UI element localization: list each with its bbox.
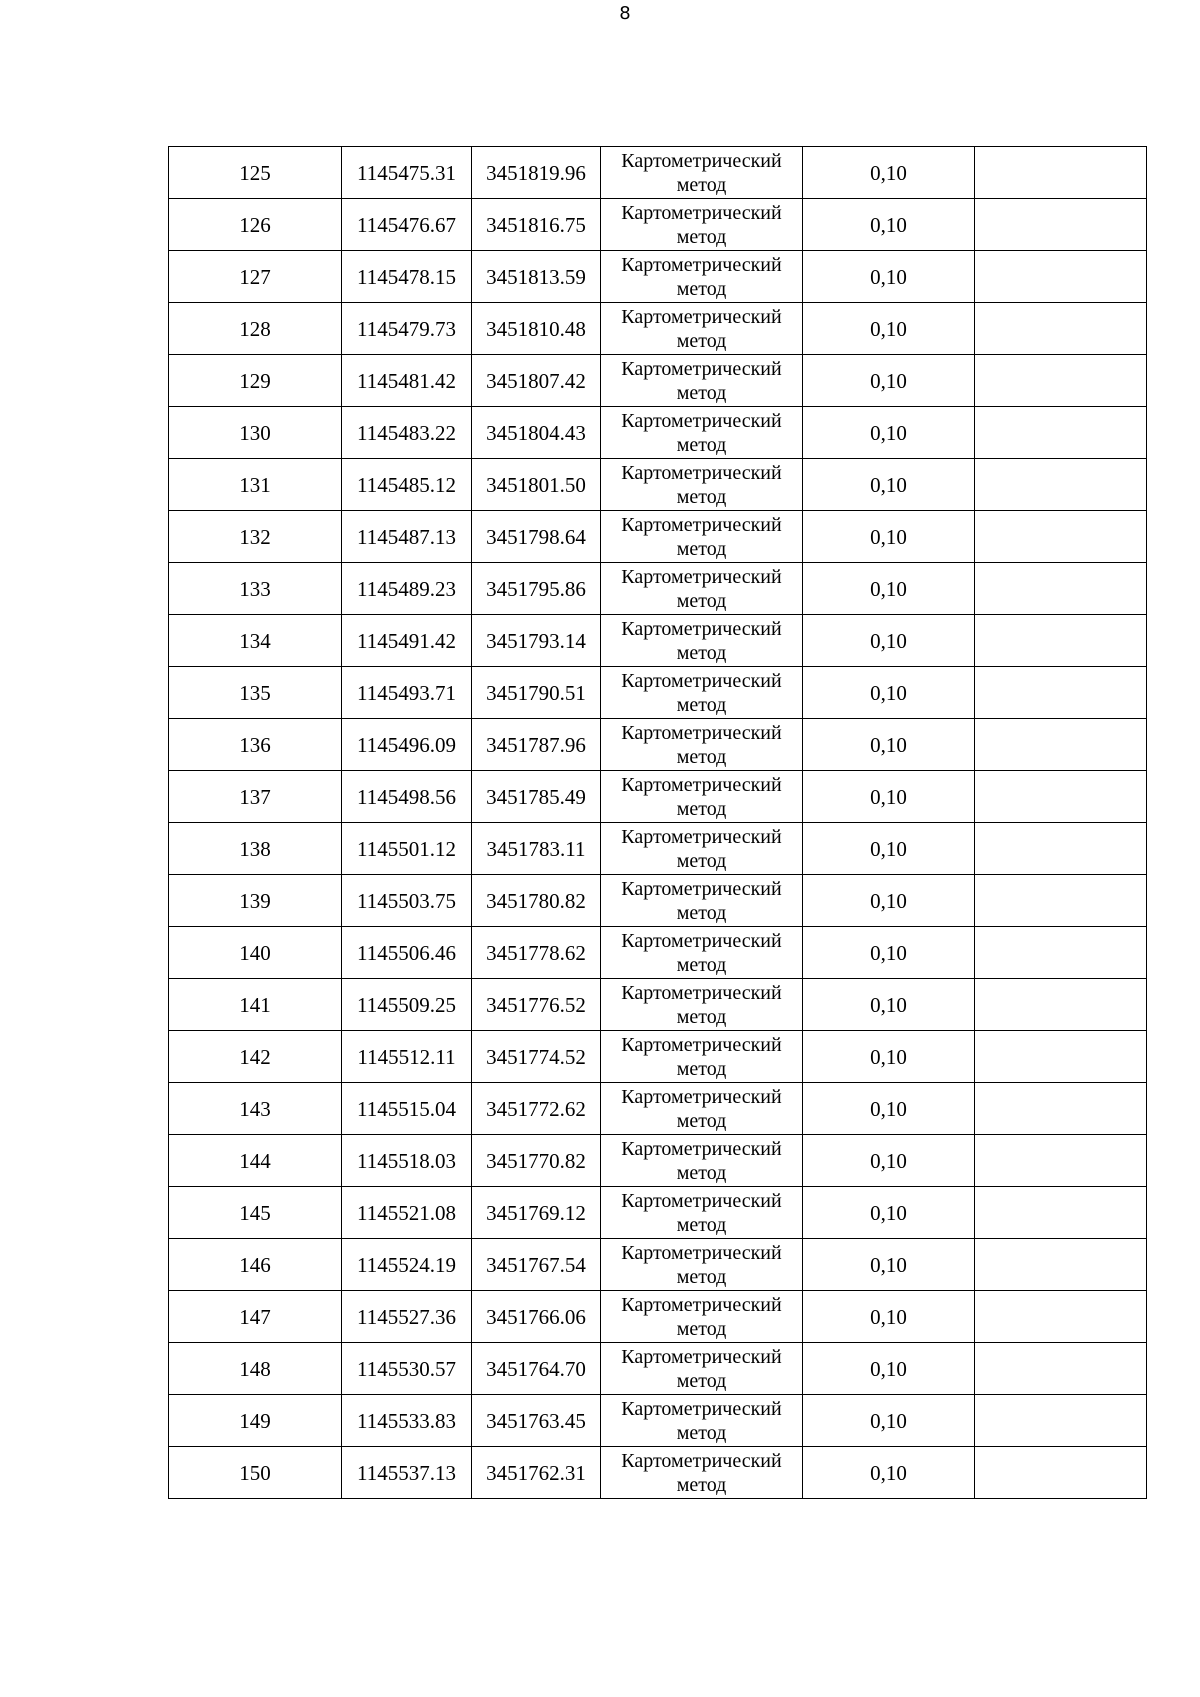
y-coordinate-cell: 3451819.96 (472, 147, 601, 199)
y-coordinate-cell: 3451810.48 (472, 303, 601, 355)
method-text-line1: Картометрический (621, 1137, 782, 1160)
point-number-cell: 125 (169, 147, 342, 199)
table-row (169, 1447, 1147, 1499)
method-text-line2: метод (676, 1473, 727, 1496)
x-coordinate-cell: 1145498.56 (342, 771, 472, 823)
point-number-cell: 138 (169, 823, 342, 875)
point-number-cell: 130 (169, 407, 342, 459)
table-row (169, 979, 1147, 1031)
method-text-line2: метод (676, 173, 727, 196)
x-coordinate-cell: 1145533.83 (342, 1395, 472, 1447)
note-cell (975, 1083, 1147, 1135)
y-coordinate-cell: 3451769.12 (472, 1187, 601, 1239)
method-text-line2: метод (676, 1161, 727, 1184)
accuracy-cell: 0,10 (803, 1447, 975, 1499)
x-coordinate-cell: 1145515.04 (342, 1083, 472, 1135)
accuracy-cell: 0,10 (803, 251, 975, 303)
method-cell (601, 1395, 803, 1447)
method-cell (601, 511, 803, 563)
point-number-cell: 127 (169, 251, 342, 303)
note-cell (975, 1239, 1147, 1291)
table-row (169, 147, 1147, 199)
accuracy-cell: 0,10 (803, 407, 975, 459)
note-cell (975, 979, 1147, 1031)
point-number-cell: 143 (169, 1083, 342, 1135)
table-row (169, 199, 1147, 251)
x-coordinate-cell: 1145489.23 (342, 563, 472, 615)
accuracy-cell: 0,10 (803, 771, 975, 823)
accuracy-cell: 0,10 (803, 511, 975, 563)
method-text-line1: Картометрический (621, 1085, 782, 1108)
method-cell (601, 147, 803, 199)
point-number-cell: 140 (169, 927, 342, 979)
point-number-cell: 150 (169, 1447, 342, 1499)
note-cell (975, 563, 1147, 615)
method-text-line1: Картометрический (621, 201, 782, 224)
y-coordinate-cell: 3451762.31 (472, 1447, 601, 1499)
method-text-line2: метод (676, 641, 727, 664)
note-cell (975, 771, 1147, 823)
note-cell (975, 1447, 1147, 1499)
method-text-line2: метод (676, 849, 727, 872)
point-number-cell: 145 (169, 1187, 342, 1239)
table-row (169, 1187, 1147, 1239)
method-text-line1: Картометрический (621, 513, 782, 536)
method-cell (601, 1343, 803, 1395)
y-coordinate-cell: 3451804.43 (472, 407, 601, 459)
note-cell (975, 303, 1147, 355)
x-coordinate-cell: 1145524.19 (342, 1239, 472, 1291)
note-cell (975, 147, 1147, 199)
note-cell (975, 1395, 1147, 1447)
accuracy-cell: 0,10 (803, 1239, 975, 1291)
table-row (169, 1291, 1147, 1343)
method-text-line2: метод (676, 797, 727, 820)
table-row (169, 875, 1147, 927)
accuracy-cell: 0,10 (803, 927, 975, 979)
note-cell (975, 251, 1147, 303)
y-coordinate-cell: 3451790.51 (472, 667, 601, 719)
method-text-line2: метод (676, 433, 727, 456)
accuracy-cell: 0,10 (803, 355, 975, 407)
y-coordinate-cell: 3451795.86 (472, 563, 601, 615)
method-text-line1: Картометрический (621, 1189, 782, 1212)
method-text-line1: Картометрический (621, 773, 782, 796)
point-number-cell: 144 (169, 1135, 342, 1187)
table-row (169, 459, 1147, 511)
method-cell (601, 719, 803, 771)
table-row (169, 1343, 1147, 1395)
x-coordinate-cell: 1145537.13 (342, 1447, 472, 1499)
method-text-line2: метод (676, 1057, 727, 1080)
method-text-line2: метод (676, 1369, 727, 1392)
note-cell (975, 1135, 1147, 1187)
table-row (169, 563, 1147, 615)
point-number-cell: 129 (169, 355, 342, 407)
note-cell (975, 823, 1147, 875)
method-text-line2: метод (676, 953, 727, 976)
method-text-line2: метод (676, 1421, 727, 1444)
x-coordinate-cell: 1145496.09 (342, 719, 472, 771)
table-row (169, 511, 1147, 563)
method-cell (601, 1083, 803, 1135)
table-row (169, 1031, 1147, 1083)
y-coordinate-cell: 3451780.82 (472, 875, 601, 927)
method-text-line1: Картометрический (621, 669, 782, 692)
x-coordinate-cell: 1145475.31 (342, 147, 472, 199)
table-row (169, 927, 1147, 979)
method-text-line1: Картометрический (621, 1241, 782, 1264)
accuracy-cell: 0,10 (803, 1187, 975, 1239)
y-coordinate-cell: 3451798.64 (472, 511, 601, 563)
note-cell (975, 459, 1147, 511)
point-number-cell: 132 (169, 511, 342, 563)
method-cell (601, 563, 803, 615)
table-row (169, 1135, 1147, 1187)
method-text-line2: метод (676, 1317, 727, 1340)
method-text-line1: Картометрический (621, 409, 782, 432)
accuracy-cell: 0,10 (803, 1291, 975, 1343)
table-row (169, 1395, 1147, 1447)
accuracy-cell: 0,10 (803, 1395, 975, 1447)
table-row (169, 823, 1147, 875)
x-coordinate-cell: 1145518.03 (342, 1135, 472, 1187)
method-text-line2: метод (676, 485, 727, 508)
method-text-line1: Картометрический (621, 617, 782, 640)
x-coordinate-cell: 1145530.57 (342, 1343, 472, 1395)
y-coordinate-cell: 3451807.42 (472, 355, 601, 407)
method-cell (601, 771, 803, 823)
x-coordinate-cell: 1145483.22 (342, 407, 472, 459)
method-text-line1: Картометрический (621, 149, 782, 172)
point-number-cell: 133 (169, 563, 342, 615)
note-cell (975, 1031, 1147, 1083)
method-cell (601, 459, 803, 511)
y-coordinate-cell: 3451785.49 (472, 771, 601, 823)
point-number-cell: 137 (169, 771, 342, 823)
method-cell (601, 1135, 803, 1187)
table-row (169, 771, 1147, 823)
point-number-cell: 126 (169, 199, 342, 251)
method-cell (601, 875, 803, 927)
note-cell (975, 199, 1147, 251)
method-text-line1: Картометрический (621, 253, 782, 276)
x-coordinate-cell: 1145476.67 (342, 199, 472, 251)
method-text-line1: Картометрический (621, 929, 782, 952)
x-coordinate-cell: 1145481.42 (342, 355, 472, 407)
method-text-line1: Картометрический (621, 1449, 782, 1472)
point-number-cell: 149 (169, 1395, 342, 1447)
accuracy-cell: 0,10 (803, 979, 975, 1031)
y-coordinate-cell: 3451787.96 (472, 719, 601, 771)
accuracy-cell: 0,10 (803, 563, 975, 615)
method-text-line1: Картометрический (621, 1397, 782, 1420)
x-coordinate-cell: 1145479.73 (342, 303, 472, 355)
x-coordinate-cell: 1145503.75 (342, 875, 472, 927)
x-coordinate-cell: 1145478.15 (342, 251, 472, 303)
method-cell (601, 823, 803, 875)
accuracy-cell: 0,10 (803, 147, 975, 199)
method-text-line2: метод (676, 693, 727, 716)
x-coordinate-cell: 1145506.46 (342, 927, 472, 979)
note-cell (975, 1291, 1147, 1343)
coordinates-table (168, 146, 1147, 1499)
method-text-line2: метод (676, 901, 727, 924)
x-coordinate-cell: 1145512.11 (342, 1031, 472, 1083)
accuracy-cell: 0,10 (803, 1343, 975, 1395)
y-coordinate-cell: 3451764.70 (472, 1343, 601, 1395)
y-coordinate-cell: 3451783.11 (472, 823, 601, 875)
method-cell (601, 355, 803, 407)
method-text-line1: Картометрический (621, 877, 782, 900)
method-cell (601, 199, 803, 251)
method-text-line2: метод (676, 1005, 727, 1028)
table-row (169, 251, 1147, 303)
table-body (169, 147, 1147, 1499)
method-text-line1: Картометрический (621, 565, 782, 588)
y-coordinate-cell: 3451816.75 (472, 199, 601, 251)
point-number-cell: 139 (169, 875, 342, 927)
accuracy-cell: 0,10 (803, 615, 975, 667)
method-cell (601, 251, 803, 303)
accuracy-cell: 0,10 (803, 1135, 975, 1187)
page-number: 8 (619, 3, 631, 24)
method-text-line1: Картометрический (621, 825, 782, 848)
method-cell (601, 979, 803, 1031)
note-cell (975, 407, 1147, 459)
method-cell (601, 615, 803, 667)
y-coordinate-cell: 3451801.50 (472, 459, 601, 511)
method-cell (601, 1447, 803, 1499)
method-text-line2: метод (676, 225, 727, 248)
method-cell (601, 1031, 803, 1083)
x-coordinate-cell: 1145509.25 (342, 979, 472, 1031)
accuracy-cell: 0,10 (803, 719, 975, 771)
accuracy-cell: 0,10 (803, 199, 975, 251)
method-text-line2: метод (676, 329, 727, 352)
method-text-line2: метод (676, 277, 727, 300)
table-row (169, 667, 1147, 719)
point-number-cell: 147 (169, 1291, 342, 1343)
note-cell (975, 355, 1147, 407)
y-coordinate-cell: 3451766.06 (472, 1291, 601, 1343)
method-text-line2: метод (676, 589, 727, 612)
table-row (169, 1239, 1147, 1291)
x-coordinate-cell: 1145493.71 (342, 667, 472, 719)
y-coordinate-cell: 3451793.14 (472, 615, 601, 667)
table-row (169, 615, 1147, 667)
accuracy-cell: 0,10 (803, 1031, 975, 1083)
point-number-cell: 148 (169, 1343, 342, 1395)
method-cell (601, 667, 803, 719)
table-row (169, 355, 1147, 407)
point-number-cell: 131 (169, 459, 342, 511)
note-cell (975, 615, 1147, 667)
y-coordinate-cell: 3451813.59 (472, 251, 601, 303)
method-cell (601, 303, 803, 355)
y-coordinate-cell: 3451774.52 (472, 1031, 601, 1083)
x-coordinate-cell: 1145487.13 (342, 511, 472, 563)
method-cell (601, 927, 803, 979)
point-number-cell: 146 (169, 1239, 342, 1291)
method-text-line2: метод (676, 381, 727, 404)
x-coordinate-cell: 1145527.36 (342, 1291, 472, 1343)
y-coordinate-cell: 3451776.52 (472, 979, 601, 1031)
point-number-cell: 136 (169, 719, 342, 771)
accuracy-cell: 0,10 (803, 667, 975, 719)
note-cell (975, 1187, 1147, 1239)
x-coordinate-cell: 1145521.08 (342, 1187, 472, 1239)
accuracy-cell: 0,10 (803, 875, 975, 927)
point-number-cell: 142 (169, 1031, 342, 1083)
note-cell (975, 927, 1147, 979)
y-coordinate-cell: 3451778.62 (472, 927, 601, 979)
accuracy-cell: 0,10 (803, 303, 975, 355)
method-text-line1: Картометрический (621, 721, 782, 744)
accuracy-cell: 0,10 (803, 823, 975, 875)
point-number-cell: 134 (169, 615, 342, 667)
table-row (169, 407, 1147, 459)
y-coordinate-cell: 3451770.82 (472, 1135, 601, 1187)
method-text-line1: Картометрический (621, 357, 782, 380)
accuracy-cell: 0,10 (803, 1083, 975, 1135)
method-cell (601, 407, 803, 459)
y-coordinate-cell: 3451772.62 (472, 1083, 601, 1135)
method-text-line2: метод (676, 1109, 727, 1132)
method-cell (601, 1291, 803, 1343)
method-text-line1: Картометрический (621, 1345, 782, 1368)
method-text-line1: Картометрический (621, 981, 782, 1004)
y-coordinate-cell: 3451767.54 (472, 1239, 601, 1291)
point-number-cell: 128 (169, 303, 342, 355)
y-coordinate-cell: 3451763.45 (472, 1395, 601, 1447)
method-cell (601, 1239, 803, 1291)
note-cell (975, 1343, 1147, 1395)
point-number-cell: 141 (169, 979, 342, 1031)
method-text-line2: метод (676, 1265, 727, 1288)
point-number-cell: 135 (169, 667, 342, 719)
note-cell (975, 667, 1147, 719)
table-row (169, 719, 1147, 771)
method-text-line1: Картометрический (621, 461, 782, 484)
x-coordinate-cell: 1145501.12 (342, 823, 472, 875)
method-text-line1: Картометрический (621, 1033, 782, 1056)
table-row (169, 303, 1147, 355)
method-text-line2: метод (676, 745, 727, 768)
accuracy-cell: 0,10 (803, 459, 975, 511)
method-text-line2: метод (676, 1213, 727, 1236)
table-row (169, 1083, 1147, 1135)
method-text-line2: метод (676, 537, 727, 560)
note-cell (975, 511, 1147, 563)
x-coordinate-cell: 1145485.12 (342, 459, 472, 511)
x-coordinate-cell: 1145491.42 (342, 615, 472, 667)
note-cell (975, 875, 1147, 927)
method-cell (601, 1187, 803, 1239)
method-text-line1: Картометрический (621, 305, 782, 328)
method-text-line1: Картометрический (621, 1293, 782, 1316)
note-cell (975, 719, 1147, 771)
